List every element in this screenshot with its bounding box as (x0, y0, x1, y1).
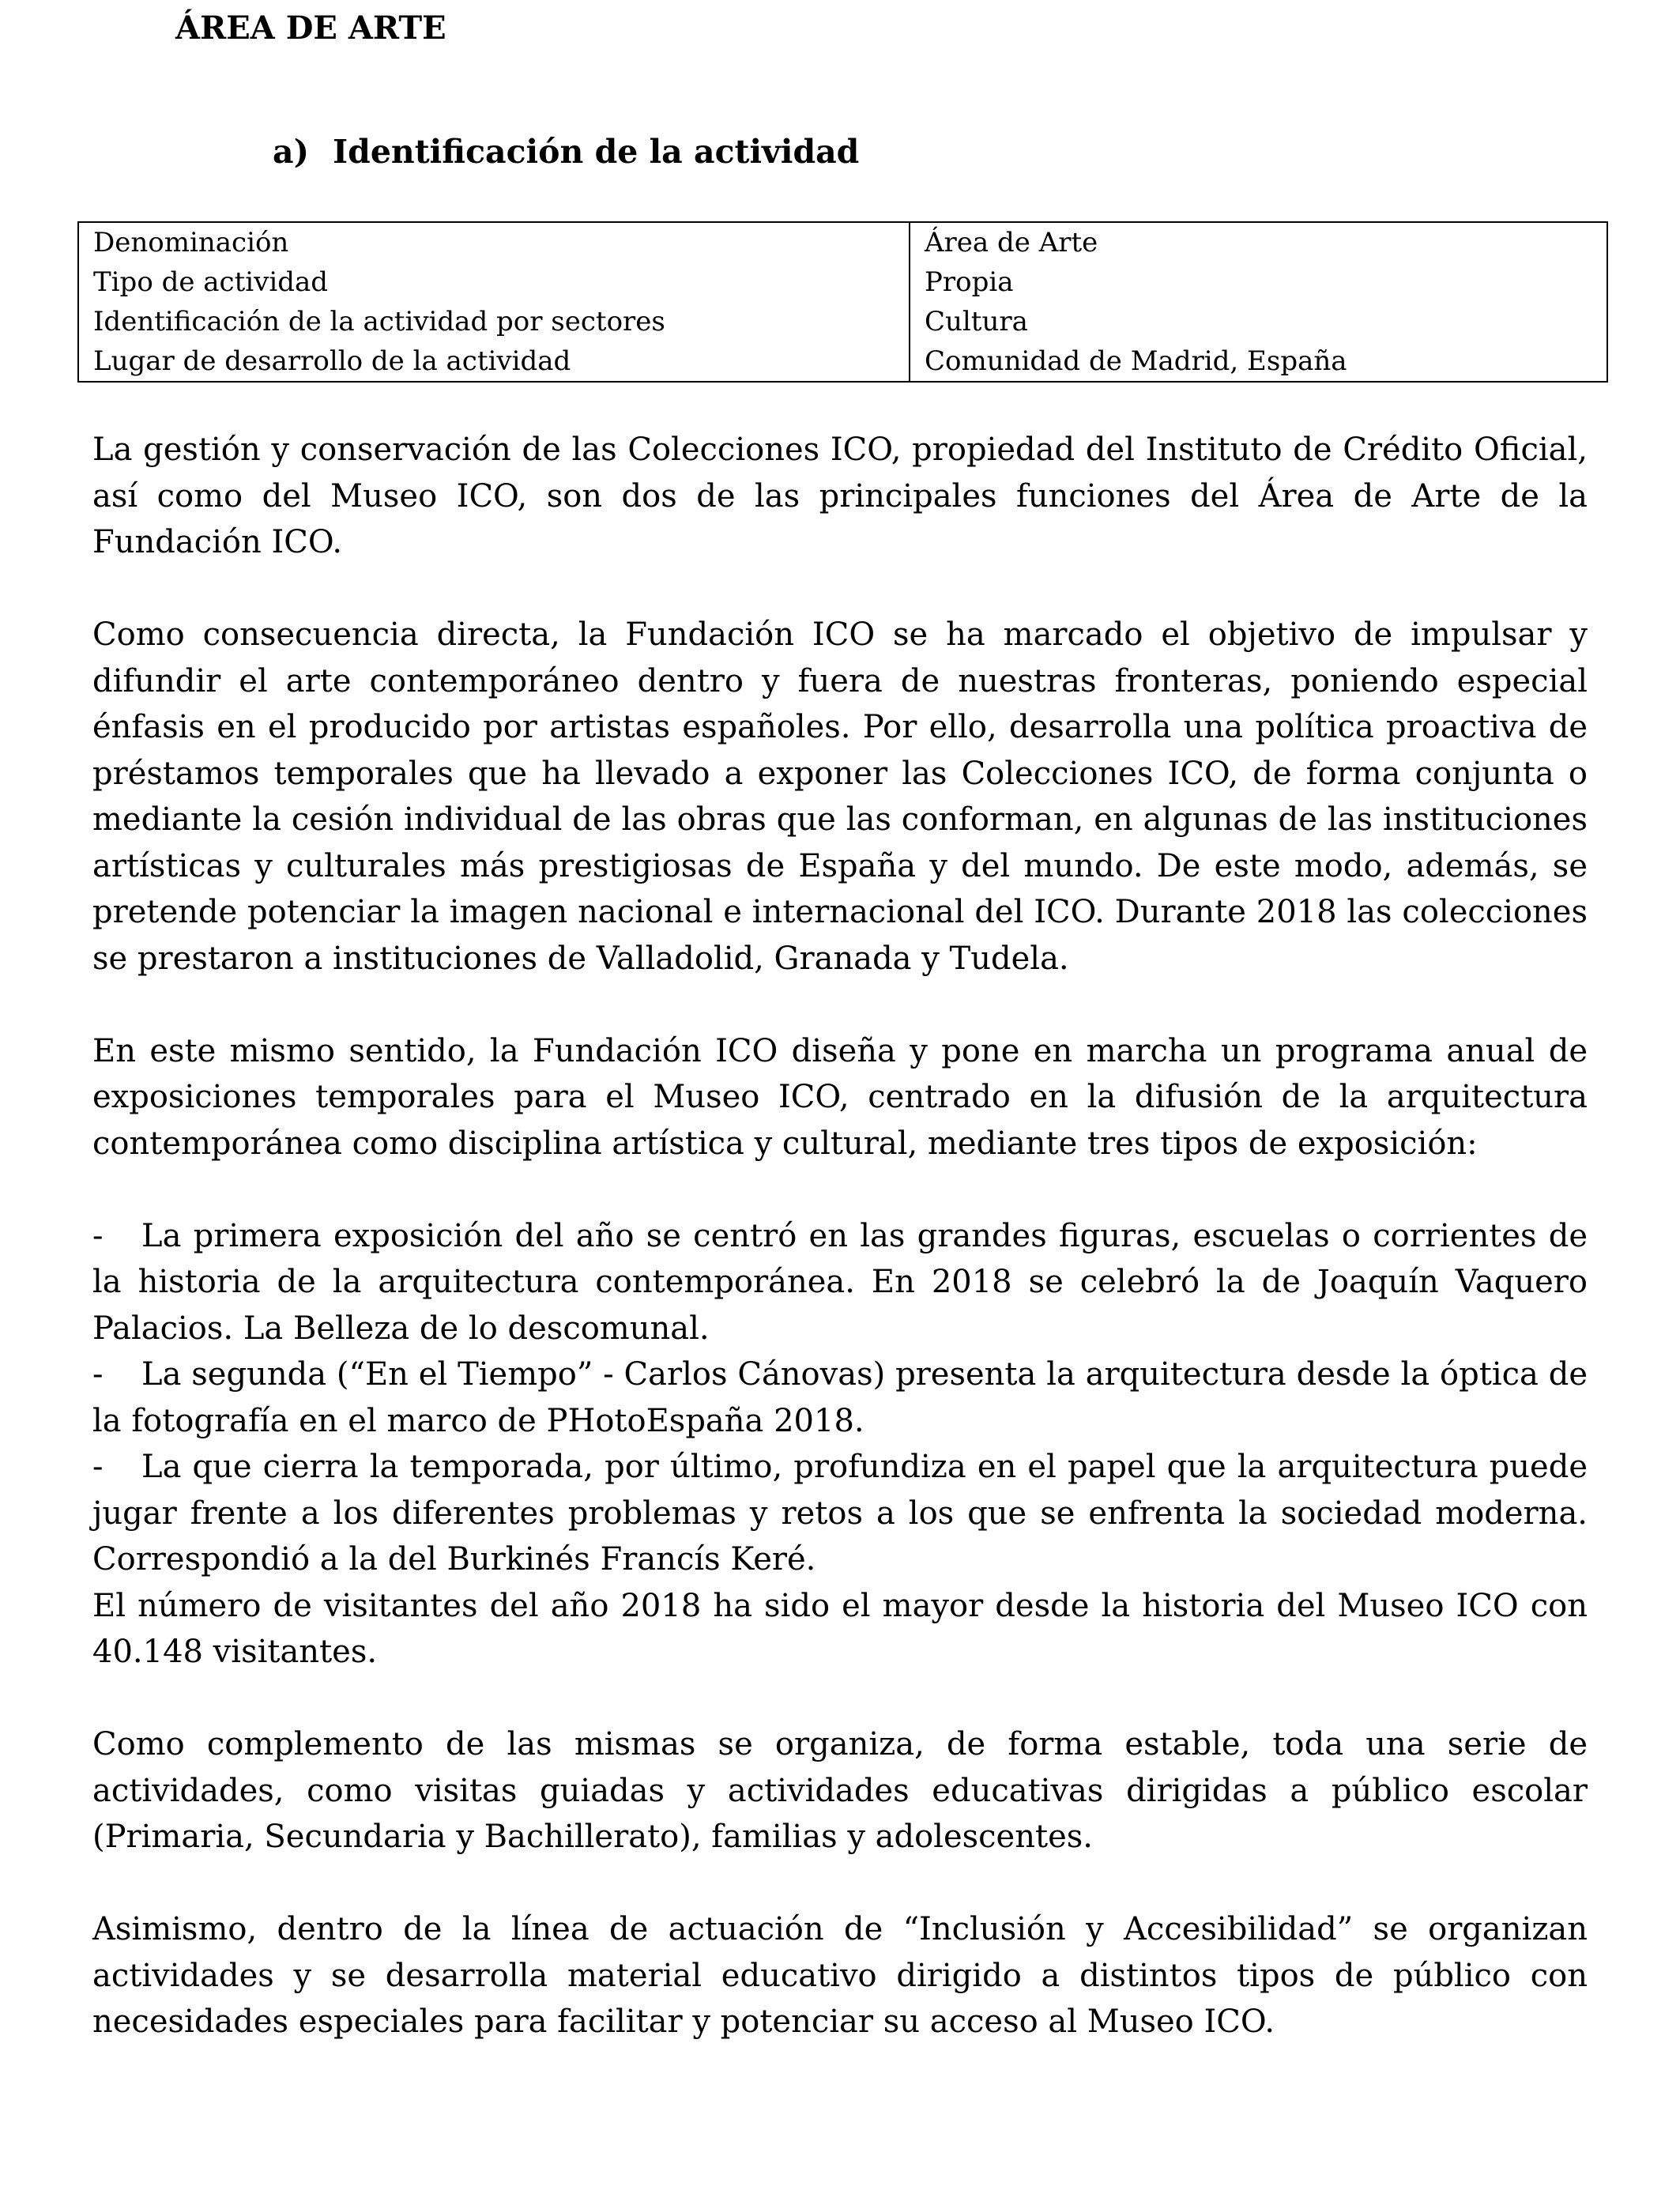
table-cell-value: Comunidad de Madrid, España (910, 341, 1607, 382)
table-row (78, 341, 1607, 382)
table-cell-value: Cultura (910, 302, 1607, 341)
bullet-text: La segunda (“En el Tiempo” - Carlos Cánovas) presenta la arquitectura desde la óptica de la fotografía en el marco de PHotoEspaña 2018. (92, 1356, 1588, 1439)
bullet-item (92, 1351, 1588, 1444)
paragraph: Como consecuencia directa, la Fundación ICO se ha marcado el objetivo de impulsar y difundir el arte contemporáneo dentro y fuera de nuestras fronteras, poniendo especial énfasis en el producido por artistas españoles. Por ello, desarrolla una política proactiva de préstamos temporales que ha llevado a exponer las Colecciones ICO, de forma conjunta o mediante la cesión individual de las obras que las conforman, en algunas de las instituciones artísticas y culturales más prestigiosas de España y del mundo. De este modo, además, se pretende potenciar la imagen nacional e internacional del ICO. Durante 2018 las colecciones se prestaron a instituciones de Valladolid, Granada y Tudela. (92, 616, 1588, 977)
bullet-text: La primera exposición del año se centró en las grandes figuras, escuelas o corrientes de la historia de la arquitectura contemporánea. En 2018 se celebró la de Joaquín Vaquero Palacios. La Belleza de lo descomunal. (92, 1217, 1588, 1347)
body-text (92, 427, 1588, 2045)
bullet-dash: - (92, 1217, 104, 1254)
table-row (78, 222, 1607, 262)
table-cell-label: Denominación (78, 222, 910, 262)
table-cell-label: Identificación de la actividad por sectores (78, 302, 910, 341)
bullet-item (92, 1213, 1588, 1352)
table-row (78, 302, 1607, 341)
bullet-item (92, 1444, 1588, 1583)
table-cell-label: Tipo de actividad (78, 262, 910, 302)
paragraph: La gestión y conservación de las Colecciones ICO, propiedad del Instituto de Crédito Oficial, así como del Museo ICO, son dos de las principales funciones del Área de Arte de la Fundación ICO. (92, 432, 1588, 560)
section-marker: a) (273, 133, 309, 171)
paragraph: Como complemento de las mismas se organiza, de forma estable, toda una serie de actividades, como visitas guiadas y actividades educativas dirigidas a público escolar (Primaria, Secundaria y Bachillerato), familias y adolescentes. (92, 1726, 1588, 1855)
table-cell-label: Lugar de desarrollo de la actividad (78, 341, 910, 382)
activity-table (77, 221, 1608, 383)
paragraph: El número de visitantes del año 2018 ha sido el mayor desde la historia del Museo ICO con 40.148 visitantes. (92, 1587, 1588, 1670)
paragraph: Asimismo, dentro de la línea de actuación de “Inclusión y Accesibilidad” se organizan actividades y se desarrolla material educativo dirigido a distintos tipos de público con necesidades especiales para facilitar y potenciar su acceso al Museo ICO. (92, 1911, 1588, 2040)
bullet-dash: - (92, 1449, 104, 1485)
section-heading (273, 133, 859, 171)
table-cell-value: Área de Arte (910, 222, 1607, 262)
bullet-text: La que cierra la temporada, por último, profundiza en el papel que la arquitectura puede jugar frente a los diferentes problemas y retos a los que se enfrenta la sociedad moderna. Correspondió a la del Burkinés Francís Keré. (92, 1449, 1588, 1578)
table-row (78, 262, 1607, 302)
table-cell-value: Propia (910, 262, 1607, 302)
section-heading-text: Identificación de la actividad (333, 133, 860, 171)
bullet-dash: - (92, 1356, 104, 1393)
page-title: ÁREA DE ARTE (175, 9, 446, 47)
paragraph: En este mismo sentido, la Fundación ICO diseña y pone en marcha un programa anual de exposiciones temporales para el Museo ICO, centrado en la difusión de la arquitectura contemporánea como disciplina artística y cultural, mediante tres tipos de exposición: (92, 1032, 1588, 1162)
